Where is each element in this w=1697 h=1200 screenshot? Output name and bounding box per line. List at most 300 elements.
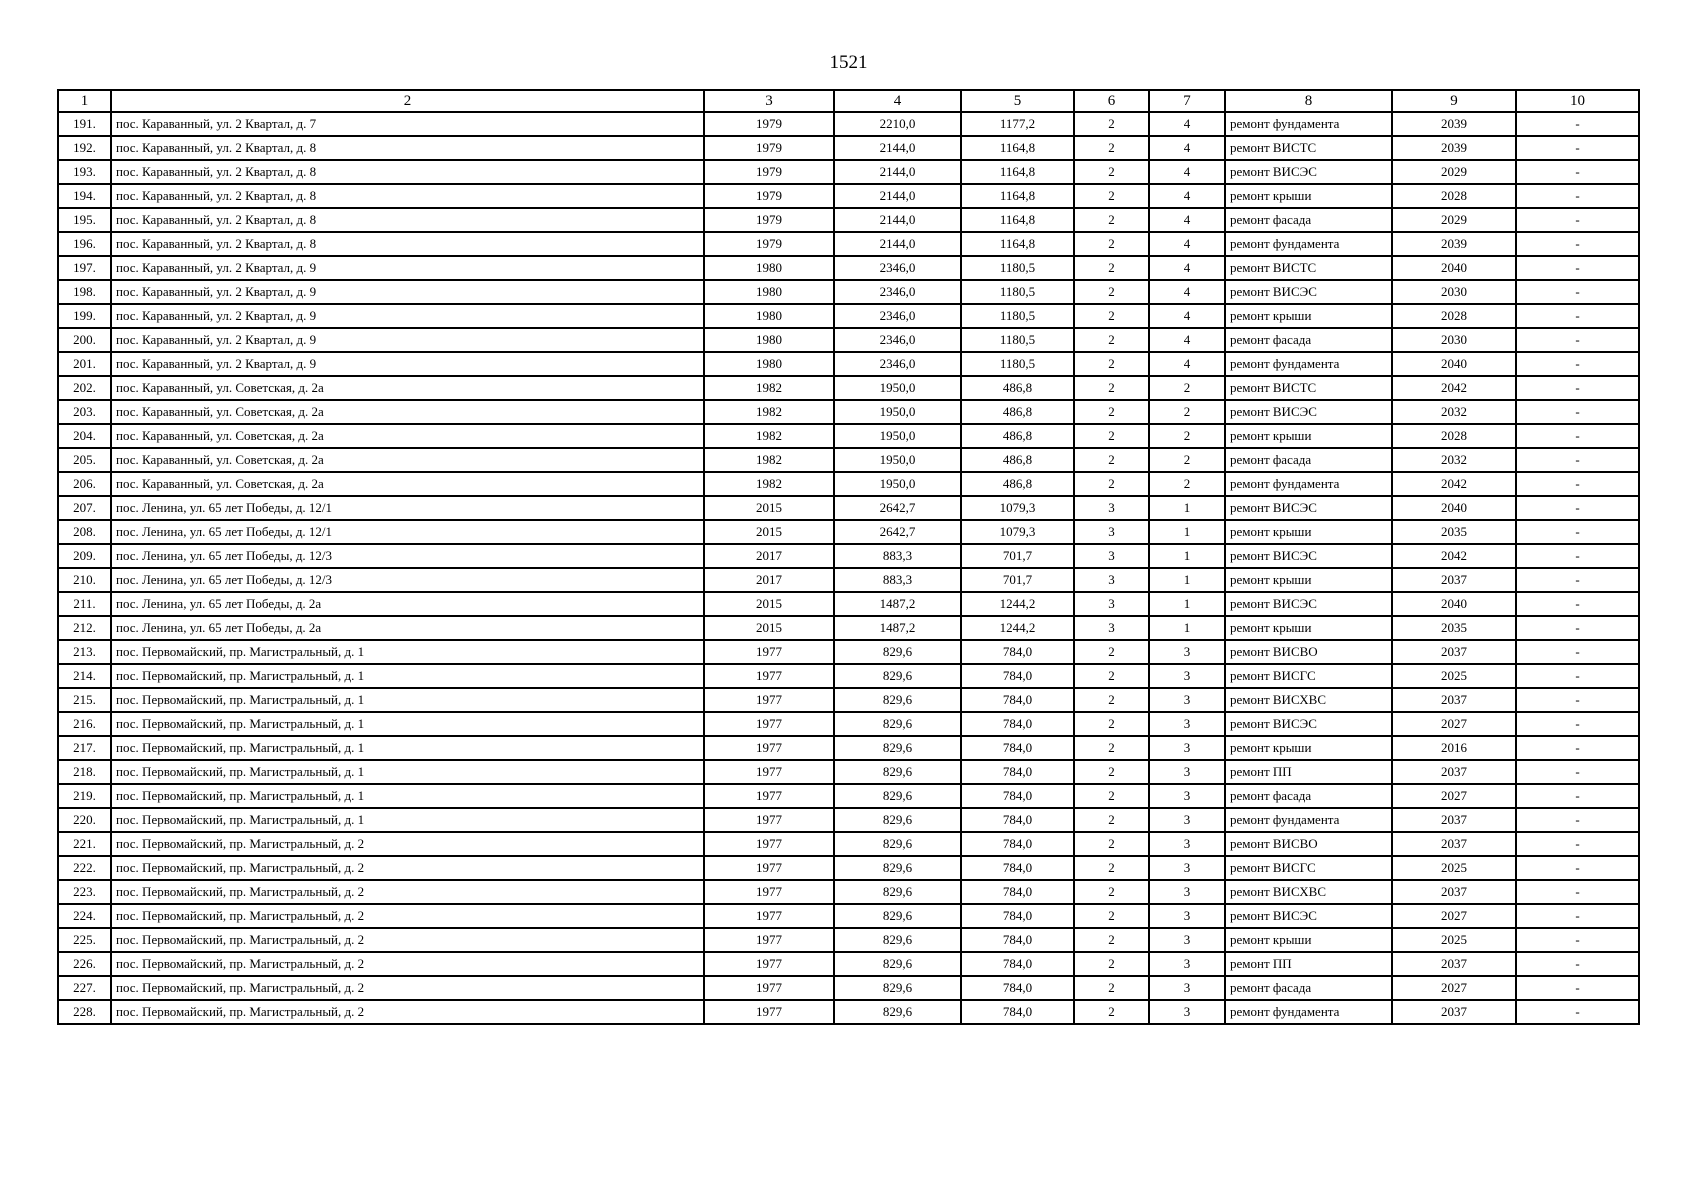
floors-cell: 2 bbox=[1074, 400, 1149, 424]
living-area-cell: 784,0 bbox=[961, 880, 1074, 904]
address-cell: пос. Караванный, ул. 2 Квартал, д. 8 bbox=[111, 184, 704, 208]
row-number-cell: 227. bbox=[58, 976, 111, 1000]
floors-cell: 2 bbox=[1074, 640, 1149, 664]
planned-year-cell: 2025 bbox=[1392, 928, 1516, 952]
row-number-cell: 218. bbox=[58, 760, 111, 784]
work-type-cell: ремонт фасада bbox=[1225, 976, 1392, 1000]
living-area-cell: 784,0 bbox=[961, 904, 1074, 928]
work-type-cell: ремонт ВИСТС bbox=[1225, 136, 1392, 160]
living-area-cell: 1180,5 bbox=[961, 328, 1074, 352]
living-area-cell: 784,0 bbox=[961, 664, 1074, 688]
table-row bbox=[58, 448, 1639, 472]
address-cell: пос. Первомайский, пр. Магистральный, д. 1 bbox=[111, 688, 704, 712]
year-built-cell: 1977 bbox=[704, 688, 834, 712]
living-area-cell: 1079,3 bbox=[961, 520, 1074, 544]
living-area-cell: 486,8 bbox=[961, 472, 1074, 496]
work-type-cell: ремонт ВИСЭС bbox=[1225, 544, 1392, 568]
living-area-cell: 784,0 bbox=[961, 712, 1074, 736]
planned-year-cell: 2027 bbox=[1392, 712, 1516, 736]
page-number: 1521 bbox=[829, 52, 868, 73]
entrances-cell: 2 bbox=[1149, 376, 1225, 400]
planned-year-cell: 2040 bbox=[1392, 592, 1516, 616]
entrances-cell: 1 bbox=[1149, 496, 1225, 520]
planned-year-cell: 2042 bbox=[1392, 376, 1516, 400]
work-type-cell: ремонт ВИСЭС bbox=[1225, 712, 1392, 736]
floors-cell: 2 bbox=[1074, 784, 1149, 808]
living-area-cell: 784,0 bbox=[961, 760, 1074, 784]
floors-cell: 2 bbox=[1074, 112, 1149, 136]
table-row bbox=[58, 808, 1639, 832]
year-built-cell: 1977 bbox=[704, 808, 834, 832]
work-type-cell: ремонт крыши bbox=[1225, 568, 1392, 592]
entrances-cell: 3 bbox=[1149, 832, 1225, 856]
note-cell: - bbox=[1516, 256, 1639, 280]
floors-cell: 2 bbox=[1074, 472, 1149, 496]
total-area-cell: 829,6 bbox=[834, 712, 961, 736]
address-cell: пос. Караванный, ул. Советская, д. 2а bbox=[111, 376, 704, 400]
entrances-cell: 3 bbox=[1149, 640, 1225, 664]
work-type-cell: ремонт крыши bbox=[1225, 520, 1392, 544]
total-area-cell: 883,3 bbox=[834, 544, 961, 568]
entrances-cell: 4 bbox=[1149, 160, 1225, 184]
total-area-cell: 829,6 bbox=[834, 856, 961, 880]
row-number-cell: 224. bbox=[58, 904, 111, 928]
entrances-cell: 1 bbox=[1149, 592, 1225, 616]
planned-year-cell: 2037 bbox=[1392, 808, 1516, 832]
living-area-cell: 784,0 bbox=[961, 688, 1074, 712]
planned-year-cell: 2030 bbox=[1392, 328, 1516, 352]
planned-year-cell: 2025 bbox=[1392, 856, 1516, 880]
address-cell: пос. Караванный, ул. 2 Квартал, д. 9 bbox=[111, 280, 704, 304]
table-row bbox=[58, 880, 1639, 904]
note-cell: - bbox=[1516, 904, 1639, 928]
table-row bbox=[58, 160, 1639, 184]
year-built-cell: 1977 bbox=[704, 760, 834, 784]
floors-cell: 2 bbox=[1074, 904, 1149, 928]
work-type-cell: ремонт ВИСТС bbox=[1225, 256, 1392, 280]
floors-cell: 2 bbox=[1074, 376, 1149, 400]
table-row bbox=[58, 784, 1639, 808]
year-built-cell: 1977 bbox=[704, 1000, 834, 1024]
year-built-cell: 1977 bbox=[704, 640, 834, 664]
row-number-cell: 193. bbox=[58, 160, 111, 184]
year-built-cell: 1982 bbox=[704, 424, 834, 448]
total-area-cell: 829,6 bbox=[834, 640, 961, 664]
note-cell: - bbox=[1516, 328, 1639, 352]
table-row bbox=[58, 232, 1639, 256]
work-type-cell: ремонт фасада bbox=[1225, 784, 1392, 808]
work-type-cell: ремонт фундамента bbox=[1225, 808, 1392, 832]
planned-year-cell: 2037 bbox=[1392, 688, 1516, 712]
living-area-cell: 701,7 bbox=[961, 544, 1074, 568]
address-cell: пос. Ленина, ул. 65 лет Победы, д. 12/1 bbox=[111, 520, 704, 544]
floors-cell: 2 bbox=[1074, 736, 1149, 760]
note-cell: - bbox=[1516, 568, 1639, 592]
total-area-cell: 829,6 bbox=[834, 688, 961, 712]
entrances-cell: 4 bbox=[1149, 304, 1225, 328]
table-row bbox=[58, 208, 1639, 232]
floors-cell: 2 bbox=[1074, 976, 1149, 1000]
total-area-cell: 829,6 bbox=[834, 736, 961, 760]
planned-year-cell: 2027 bbox=[1392, 784, 1516, 808]
row-number-cell: 212. bbox=[58, 616, 111, 640]
total-area-cell: 829,6 bbox=[834, 880, 961, 904]
address-cell: пос. Караванный, ул. 2 Квартал, д. 9 bbox=[111, 328, 704, 352]
note-cell: - bbox=[1516, 952, 1639, 976]
row-number-cell: 228. bbox=[58, 1000, 111, 1024]
entrances-cell: 3 bbox=[1149, 688, 1225, 712]
note-cell: - bbox=[1516, 400, 1639, 424]
total-area-cell: 2144,0 bbox=[834, 184, 961, 208]
row-number-cell: 226. bbox=[58, 952, 111, 976]
planned-year-cell: 2028 bbox=[1392, 424, 1516, 448]
note-cell: - bbox=[1516, 688, 1639, 712]
floors-cell: 3 bbox=[1074, 520, 1149, 544]
floors-cell: 3 bbox=[1074, 544, 1149, 568]
address-cell: пос. Ленина, ул. 65 лет Победы, д. 12/3 bbox=[111, 544, 704, 568]
total-area-cell: 1950,0 bbox=[834, 400, 961, 424]
year-built-cell: 1977 bbox=[704, 880, 834, 904]
address-cell: пос. Караванный, ул. 2 Квартал, д. 8 bbox=[111, 232, 704, 256]
note-cell: - bbox=[1516, 784, 1639, 808]
note-cell: - bbox=[1516, 880, 1639, 904]
floors-cell: 2 bbox=[1074, 1000, 1149, 1024]
address-cell: пос. Первомайский, пр. Магистральный, д. 1 bbox=[111, 712, 704, 736]
table-row bbox=[58, 952, 1639, 976]
floors-cell: 2 bbox=[1074, 352, 1149, 376]
total-area-cell: 1950,0 bbox=[834, 472, 961, 496]
address-cell: пос. Первомайский, пр. Магистральный, д. 2 bbox=[111, 880, 704, 904]
planned-year-cell: 2040 bbox=[1392, 352, 1516, 376]
address-cell: пос. Караванный, ул. 2 Квартал, д. 9 bbox=[111, 304, 704, 328]
living-area-cell: 784,0 bbox=[961, 928, 1074, 952]
table-row bbox=[58, 568, 1639, 592]
note-cell: - bbox=[1516, 496, 1639, 520]
row-number-cell: 200. bbox=[58, 328, 111, 352]
note-cell: - bbox=[1516, 544, 1639, 568]
note-cell: - bbox=[1516, 736, 1639, 760]
table-row bbox=[58, 1000, 1639, 1024]
address-cell: пос. Первомайский, пр. Магистральный, д. 2 bbox=[111, 976, 704, 1000]
year-built-cell: 1977 bbox=[704, 784, 834, 808]
planned-year-cell: 2039 bbox=[1392, 232, 1516, 256]
living-area-cell: 486,8 bbox=[961, 400, 1074, 424]
address-cell: пос. Первомайский, пр. Магистральный, д. 2 bbox=[111, 904, 704, 928]
entrances-cell: 4 bbox=[1149, 184, 1225, 208]
address-cell: пос. Караванный, ул. Советская, д. 2а bbox=[111, 472, 704, 496]
row-number-cell: 207. bbox=[58, 496, 111, 520]
address-cell: пос. Ленина, ул. 65 лет Победы, д. 2а bbox=[111, 592, 704, 616]
year-built-cell: 1977 bbox=[704, 952, 834, 976]
planned-year-cell: 2032 bbox=[1392, 448, 1516, 472]
work-type-cell: ремонт крыши bbox=[1225, 736, 1392, 760]
entrances-cell: 1 bbox=[1149, 568, 1225, 592]
year-built-cell: 1977 bbox=[704, 976, 834, 1000]
work-type-cell: ремонт ВИСЭС bbox=[1225, 496, 1392, 520]
entrances-cell: 4 bbox=[1149, 232, 1225, 256]
floors-cell: 3 bbox=[1074, 592, 1149, 616]
address-cell: пос. Караванный, ул. 2 Квартал, д. 9 bbox=[111, 256, 704, 280]
entrances-cell: 1 bbox=[1149, 544, 1225, 568]
planned-year-cell: 2016 bbox=[1392, 736, 1516, 760]
row-number-cell: 198. bbox=[58, 280, 111, 304]
entrances-cell: 2 bbox=[1149, 448, 1225, 472]
planned-year-cell: 2037 bbox=[1392, 952, 1516, 976]
row-number-cell: 199. bbox=[58, 304, 111, 328]
table-row bbox=[58, 928, 1639, 952]
total-area-cell: 1950,0 bbox=[834, 376, 961, 400]
year-built-cell: 1980 bbox=[704, 328, 834, 352]
row-number-cell: 204. bbox=[58, 424, 111, 448]
work-type-cell: ремонт фасада bbox=[1225, 208, 1392, 232]
total-area-cell: 829,6 bbox=[834, 1000, 961, 1024]
address-cell: пос. Первомайский, пр. Магистральный, д. 2 bbox=[111, 952, 704, 976]
address-cell: пос. Первомайский, пр. Магистральный, д. 1 bbox=[111, 760, 704, 784]
year-built-cell: 1977 bbox=[704, 832, 834, 856]
living-area-cell: 784,0 bbox=[961, 1000, 1074, 1024]
note-cell: - bbox=[1516, 160, 1639, 184]
floors-cell: 2 bbox=[1074, 880, 1149, 904]
entrances-cell: 4 bbox=[1149, 136, 1225, 160]
row-number-cell: 215. bbox=[58, 688, 111, 712]
total-area-cell: 2346,0 bbox=[834, 352, 961, 376]
planned-year-cell: 2029 bbox=[1392, 160, 1516, 184]
column-header-10: 10 bbox=[1516, 90, 1639, 112]
entrances-cell: 2 bbox=[1149, 424, 1225, 448]
planned-year-cell: 2028 bbox=[1392, 184, 1516, 208]
entrances-cell: 1 bbox=[1149, 616, 1225, 640]
row-number-cell: 208. bbox=[58, 520, 111, 544]
row-number-cell: 203. bbox=[58, 400, 111, 424]
floors-cell: 2 bbox=[1074, 256, 1149, 280]
entrances-cell: 3 bbox=[1149, 952, 1225, 976]
total-area-cell: 829,6 bbox=[834, 976, 961, 1000]
floors-cell: 2 bbox=[1074, 952, 1149, 976]
work-type-cell: ремонт ВИСВО bbox=[1225, 640, 1392, 664]
address-cell: пос. Караванный, ул. 2 Квартал, д. 7 bbox=[111, 112, 704, 136]
planned-year-cell: 2037 bbox=[1392, 760, 1516, 784]
year-built-cell: 1977 bbox=[704, 856, 834, 880]
work-type-cell: ремонт крыши bbox=[1225, 304, 1392, 328]
floors-cell: 2 bbox=[1074, 280, 1149, 304]
year-built-cell: 2015 bbox=[704, 520, 834, 544]
work-type-cell: ремонт фундамента bbox=[1225, 232, 1392, 256]
entrances-cell: 3 bbox=[1149, 976, 1225, 1000]
total-area-cell: 1950,0 bbox=[834, 448, 961, 472]
table-row bbox=[58, 520, 1639, 544]
note-cell: - bbox=[1516, 928, 1639, 952]
column-header-4: 4 bbox=[834, 90, 961, 112]
total-area-cell: 2144,0 bbox=[834, 160, 961, 184]
column-header-6: 6 bbox=[1074, 90, 1149, 112]
living-area-cell: 486,8 bbox=[961, 424, 1074, 448]
table-row bbox=[58, 496, 1639, 520]
table-row bbox=[58, 592, 1639, 616]
living-area-cell: 784,0 bbox=[961, 808, 1074, 832]
total-area-cell: 829,6 bbox=[834, 664, 961, 688]
floors-cell: 2 bbox=[1074, 424, 1149, 448]
table-row bbox=[58, 904, 1639, 928]
row-number-cell: 195. bbox=[58, 208, 111, 232]
row-number-cell: 214. bbox=[58, 664, 111, 688]
living-area-cell: 784,0 bbox=[961, 736, 1074, 760]
living-area-cell: 486,8 bbox=[961, 448, 1074, 472]
table-row bbox=[58, 712, 1639, 736]
note-cell: - bbox=[1516, 472, 1639, 496]
table-row bbox=[58, 472, 1639, 496]
note-cell: - bbox=[1516, 184, 1639, 208]
living-area-cell: 784,0 bbox=[961, 640, 1074, 664]
address-cell: пос. Караванный, ул. 2 Квартал, д. 9 bbox=[111, 352, 704, 376]
note-cell: - bbox=[1516, 856, 1639, 880]
row-number-cell: 210. bbox=[58, 568, 111, 592]
planned-year-cell: 2027 bbox=[1392, 904, 1516, 928]
floors-cell: 2 bbox=[1074, 856, 1149, 880]
address-cell: пос. Караванный, ул. Советская, д. 2а bbox=[111, 400, 704, 424]
entrances-cell: 3 bbox=[1149, 664, 1225, 688]
row-number-cell: 211. bbox=[58, 592, 111, 616]
living-area-cell: 784,0 bbox=[961, 976, 1074, 1000]
table-row bbox=[58, 280, 1639, 304]
floors-cell: 2 bbox=[1074, 184, 1149, 208]
floors-cell: 2 bbox=[1074, 304, 1149, 328]
total-area-cell: 829,6 bbox=[834, 760, 961, 784]
row-number-cell: 222. bbox=[58, 856, 111, 880]
note-cell: - bbox=[1516, 976, 1639, 1000]
planned-year-cell: 2040 bbox=[1392, 256, 1516, 280]
note-cell: - bbox=[1516, 808, 1639, 832]
planned-year-cell: 2037 bbox=[1392, 568, 1516, 592]
entrances-cell: 4 bbox=[1149, 328, 1225, 352]
floors-cell: 2 bbox=[1074, 664, 1149, 688]
table-row bbox=[58, 736, 1639, 760]
entrances-cell: 2 bbox=[1149, 472, 1225, 496]
year-built-cell: 1979 bbox=[704, 136, 834, 160]
total-area-cell: 2346,0 bbox=[834, 280, 961, 304]
living-area-cell: 1244,2 bbox=[961, 616, 1074, 640]
total-area-cell: 2346,0 bbox=[834, 256, 961, 280]
work-type-cell: ремонт фундамента bbox=[1225, 352, 1392, 376]
row-number-cell: 221. bbox=[58, 832, 111, 856]
address-cell: пос. Первомайский, пр. Магистральный, д. 1 bbox=[111, 736, 704, 760]
living-area-cell: 1079,3 bbox=[961, 496, 1074, 520]
row-number-cell: 205. bbox=[58, 448, 111, 472]
planned-year-cell: 2035 bbox=[1392, 520, 1516, 544]
total-area-cell: 2346,0 bbox=[834, 304, 961, 328]
note-cell: - bbox=[1516, 208, 1639, 232]
note-cell: - bbox=[1516, 376, 1639, 400]
row-number-cell: 192. bbox=[58, 136, 111, 160]
floors-cell: 2 bbox=[1074, 760, 1149, 784]
year-built-cell: 1977 bbox=[704, 712, 834, 736]
table-row bbox=[58, 640, 1639, 664]
column-header-2: 2 bbox=[111, 90, 704, 112]
living-area-cell: 1164,8 bbox=[961, 160, 1074, 184]
planned-year-cell: 2030 bbox=[1392, 280, 1516, 304]
note-cell: - bbox=[1516, 352, 1639, 376]
row-number-cell: 191. bbox=[58, 112, 111, 136]
floors-cell: 2 bbox=[1074, 688, 1149, 712]
total-area-cell: 2144,0 bbox=[834, 232, 961, 256]
planned-year-cell: 2039 bbox=[1392, 112, 1516, 136]
address-cell: пос. Ленина, ул. 65 лет Победы, д. 12/3 bbox=[111, 568, 704, 592]
planned-year-cell: 2029 bbox=[1392, 208, 1516, 232]
year-built-cell: 1977 bbox=[704, 904, 834, 928]
entrances-cell: 3 bbox=[1149, 736, 1225, 760]
note-cell: - bbox=[1516, 232, 1639, 256]
year-built-cell: 1979 bbox=[704, 184, 834, 208]
planned-year-cell: 2028 bbox=[1392, 304, 1516, 328]
table-row bbox=[58, 376, 1639, 400]
total-area-cell: 829,6 bbox=[834, 784, 961, 808]
address-cell: пос. Ленина, ул. 65 лет Победы, д. 12/1 bbox=[111, 496, 704, 520]
floors-cell: 2 bbox=[1074, 160, 1149, 184]
floors-cell: 2 bbox=[1074, 328, 1149, 352]
living-area-cell: 1180,5 bbox=[961, 256, 1074, 280]
living-area-cell: 1177,2 bbox=[961, 112, 1074, 136]
total-area-cell: 829,6 bbox=[834, 952, 961, 976]
note-cell: - bbox=[1516, 712, 1639, 736]
entrances-cell: 4 bbox=[1149, 208, 1225, 232]
column-header-3: 3 bbox=[704, 90, 834, 112]
entrances-cell: 3 bbox=[1149, 880, 1225, 904]
address-cell: пос. Караванный, ул. Советская, д. 2а bbox=[111, 424, 704, 448]
work-type-cell: ремонт ПП bbox=[1225, 952, 1392, 976]
note-cell: - bbox=[1516, 832, 1639, 856]
row-number-cell: 220. bbox=[58, 808, 111, 832]
entrances-cell: 3 bbox=[1149, 904, 1225, 928]
work-type-cell: ремонт ВИСХВС bbox=[1225, 688, 1392, 712]
living-area-cell: 784,0 bbox=[961, 952, 1074, 976]
note-cell: - bbox=[1516, 112, 1639, 136]
year-built-cell: 1979 bbox=[704, 160, 834, 184]
living-area-cell: 1164,8 bbox=[961, 136, 1074, 160]
table-row bbox=[58, 352, 1639, 376]
work-type-cell: ремонт фундамента bbox=[1225, 472, 1392, 496]
address-cell: пос. Первомайский, пр. Магистральный, д. 2 bbox=[111, 928, 704, 952]
note-cell: - bbox=[1516, 424, 1639, 448]
row-number-cell: 213. bbox=[58, 640, 111, 664]
year-built-cell: 1982 bbox=[704, 376, 834, 400]
address-cell: пос. Первомайский, пр. Магистральный, д. 1 bbox=[111, 808, 704, 832]
year-built-cell: 2015 bbox=[704, 496, 834, 520]
table-row bbox=[58, 328, 1639, 352]
address-cell: пос. Караванный, ул. Советская, д. 2а bbox=[111, 448, 704, 472]
year-built-cell: 1977 bbox=[704, 736, 834, 760]
total-area-cell: 2642,7 bbox=[834, 520, 961, 544]
row-number-cell: 197. bbox=[58, 256, 111, 280]
floors-cell: 2 bbox=[1074, 232, 1149, 256]
total-area-cell: 829,6 bbox=[834, 928, 961, 952]
planned-year-cell: 2037 bbox=[1392, 640, 1516, 664]
table-row bbox=[58, 112, 1639, 136]
row-number-cell: 201. bbox=[58, 352, 111, 376]
entrances-cell: 4 bbox=[1149, 112, 1225, 136]
table-row bbox=[58, 688, 1639, 712]
repair-schedule-table bbox=[57, 89, 1640, 1025]
floors-cell: 2 bbox=[1074, 448, 1149, 472]
total-area-cell: 883,3 bbox=[834, 568, 961, 592]
column-header-7: 7 bbox=[1149, 90, 1225, 112]
living-area-cell: 1180,5 bbox=[961, 304, 1074, 328]
address-cell: пос. Первомайский, пр. Магистральный, д. 2 bbox=[111, 1000, 704, 1024]
column-header-1: 1 bbox=[58, 90, 111, 112]
entrances-cell: 3 bbox=[1149, 928, 1225, 952]
column-header-9: 9 bbox=[1392, 90, 1516, 112]
planned-year-cell: 2032 bbox=[1392, 400, 1516, 424]
work-type-cell: ремонт крыши bbox=[1225, 424, 1392, 448]
table-row bbox=[58, 976, 1639, 1000]
